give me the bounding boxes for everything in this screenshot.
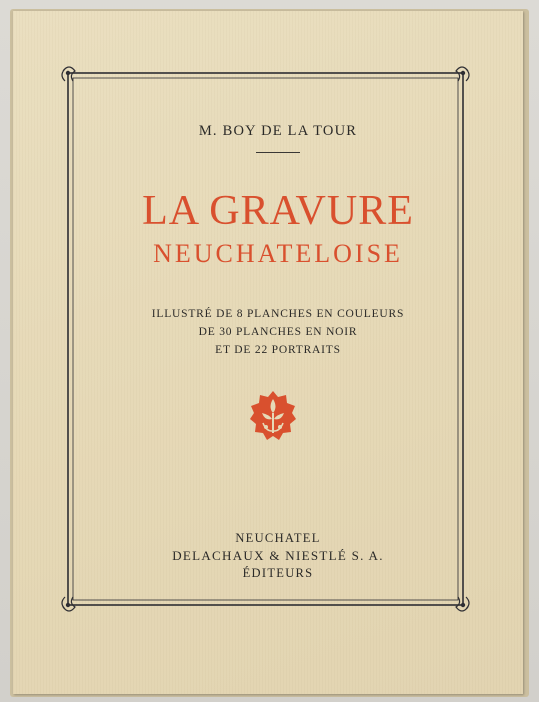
description-line-2: DE 30 PLANCHES EN NOIR	[198, 326, 358, 338]
author-name: M. BOY DE LA TOUR	[198, 123, 358, 139]
author-rule	[256, 152, 300, 153]
publisher-city: NEUCHATEL	[235, 531, 321, 545]
book-cover	[13, 11, 523, 694]
description-line-1: ILLUSTRÉ DE 8 PLANCHES EN COULEURS	[151, 308, 405, 320]
publisher-name: DELACHAUX & NIESTLÉ S. A.	[172, 548, 384, 563]
book-subtitle: NEUCHATELOISE	[153, 239, 403, 268]
book-title: LA GRAVURE	[142, 188, 414, 234]
publisher-role: ÉDITEURS	[242, 566, 314, 580]
publisher-emblem-icon	[248, 389, 298, 445]
description-line-3: ET DE 22 PORTRAITS	[215, 344, 341, 356]
